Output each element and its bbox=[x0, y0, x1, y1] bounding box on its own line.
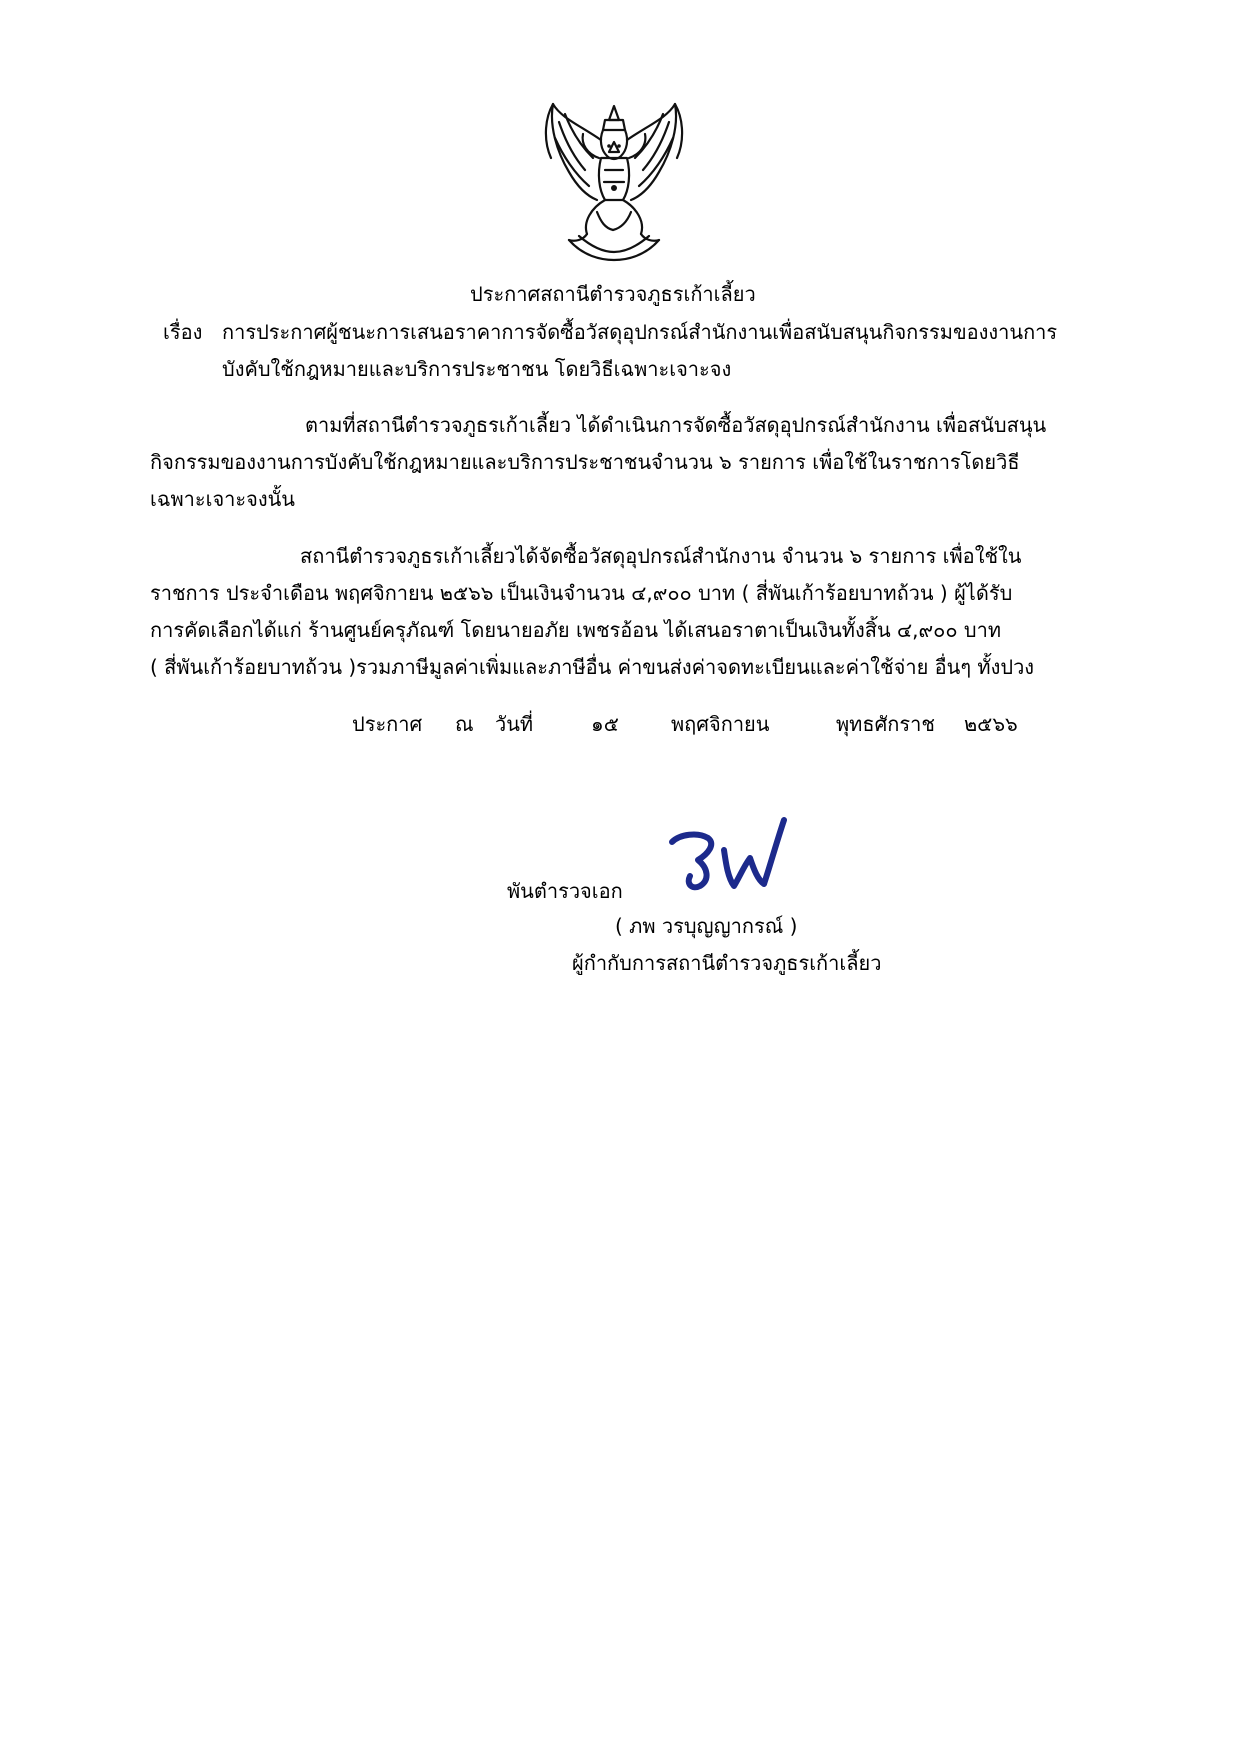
announce-month: พฤศจิกายน bbox=[671, 712, 770, 736]
paragraph-1-line-1: ตามที่สถานีตำรวจภูธรเก้าเลี้ยว ได้ดำเนินการจัดซื้อวัสดุอุปกรณ์สำนักงาน เพื่อสนับสนุน bbox=[305, 413, 1047, 437]
subject-line-1: การประกาศผู้ชนะการเสนอราคาการจัดซื้อวัสดุอุปกรณ์สำนักงานเพื่อสนับสนุนกิจกรรมของงานการ bbox=[222, 320, 1058, 344]
signer-position: ผู้กำกับการสถานีตำรวจภูธรเก้าเลี้ยว bbox=[572, 951, 882, 975]
paragraph-2-line-1: สถานีตำรวจภูธรเก้าเลี้ยวได้จัดซื้อวัสดุอุปกรณ์สำนักงาน จำนวน ๖ รายการ เพื่อใช้ใน bbox=[300, 544, 1022, 568]
paragraph-1-line-2: กิจกรรมของงานการบังคับใช้กฎหมายและบริการประชาชนจำนวน ๖ รายการ เพื่อใช้ในราชการโดยวิธี bbox=[150, 450, 1020, 474]
document-title: ประกาศสถานีตำรวจภูธรเก้าเลี้ยว bbox=[470, 282, 756, 306]
paragraph-2-line-4: ( สี่พันเก้าร้อยบาทถ้วน )รวมภาษีมูลค่าเพิ่มและภาษีอื่น ค่าขนส่งค่าจดทะเบียนและค่าใช้จ่าย อื่นๆ ทั้งปวง bbox=[150, 655, 1035, 679]
subject-label: เรื่อง bbox=[163, 320, 203, 344]
handwritten-signature-icon bbox=[668, 814, 788, 896]
garuda-emblem-icon bbox=[539, 100, 689, 262]
paragraph-1-line-3: เฉพาะเจาะจงนั้น bbox=[150, 487, 295, 511]
signer-name: ( ภพ วรบุญญากรณ์ ) bbox=[615, 914, 798, 938]
announce-label: ประกาศ bbox=[352, 712, 423, 736]
paragraph-2-line-3: การคัดเลือกได้แก่ ร้านศูนย์ครุภัณฑ์ โดยนายอภัย เพชรอ้อน ได้เสนอราตาเป็นเงินทั้งสิ้น ๔,๙๐๐ บาท bbox=[150, 618, 1001, 642]
subject-line-2: บังคับใช้กฎหมายและบริการประชาชน โดยวิธีเฉพาะเจาะจง bbox=[222, 357, 732, 381]
signer-rank: พันตำรวจเอก bbox=[507, 879, 623, 903]
announce-year: ๒๕๖๖ bbox=[964, 712, 1018, 736]
announce-era-label: พุทธศักราช bbox=[836, 712, 935, 736]
paragraph-2-line-2: ราชการ ประจำเดือน พฤศจิกายน ๒๕๖๖ เป็นเงินจำนวน ๔,๙๐๐ บาท ( สี่พันเก้าร้อยบาทถ้วน ) ผู้ได้รับ bbox=[150, 581, 1013, 605]
announce-day: ๑๕ bbox=[591, 712, 619, 736]
announce-at: ณ bbox=[455, 712, 474, 736]
announce-day-label: วันที่ bbox=[495, 712, 534, 736]
